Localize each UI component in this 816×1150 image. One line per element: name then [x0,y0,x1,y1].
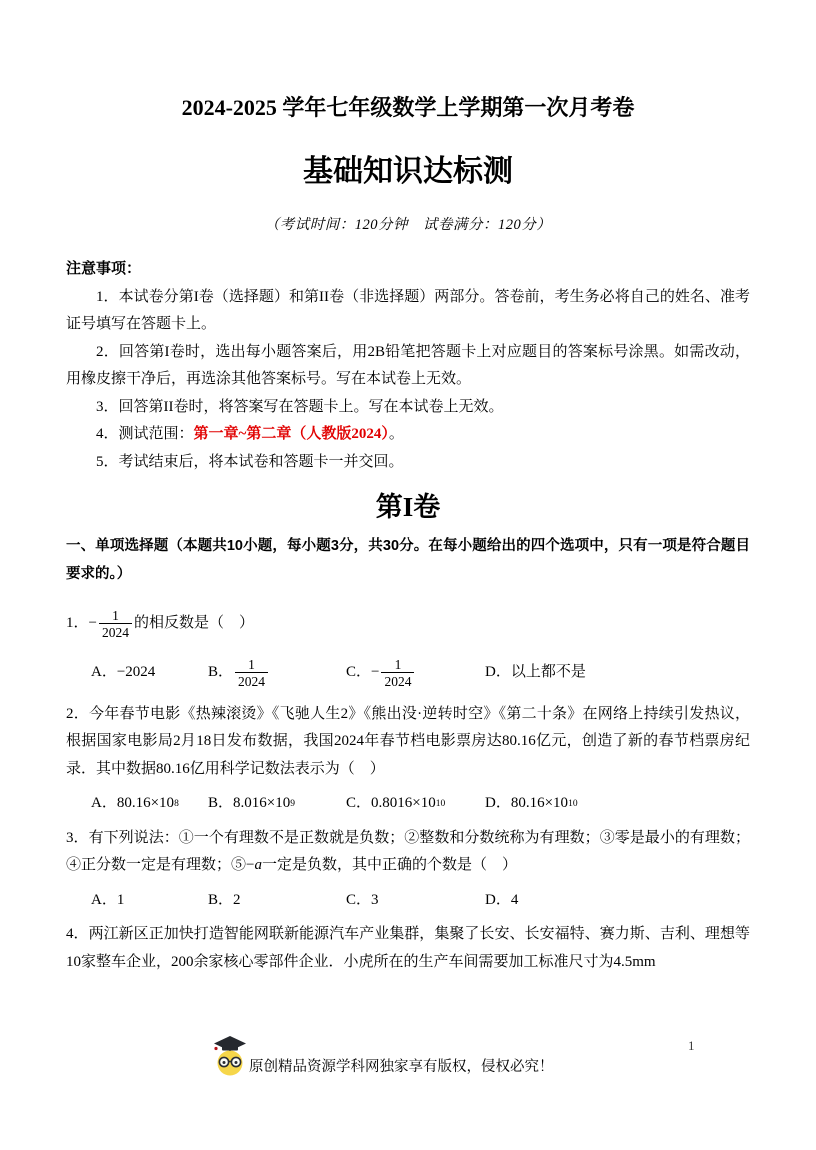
question-1-fraction [99,608,132,640]
exam-subtitle: 基础知识达标测 [303,155,513,188]
option-c-minus-sign: − [371,663,380,680]
option-c-fraction [381,657,414,689]
question-3-text-2: 一定是负数，其中正确的个数是（ ） [261,857,517,873]
fraction-numerator: 1 [112,607,119,623]
fraction-numerator: 1 [248,656,255,672]
fraction-denominator: 2024 [235,672,268,689]
exam-info: （考试时间：120分钟 试卷满分：120分） [264,217,552,233]
volume-1-title: 第I卷 [375,492,441,522]
question-1-option-d [485,659,586,687]
question-3-option-d [485,887,518,915]
exam-paper-page [0,94,816,976]
question-3-option-b [208,887,346,915]
page-number: 1 [688,1038,695,1053]
fraction-denominator: 2024 [99,623,132,640]
question-1-option-b [208,657,346,689]
question-1-stem [66,603,750,645]
question-2-option-b: B． 8.016×10 9 [208,790,346,818]
option-value: 4 [510,891,519,908]
option-label: C． [346,891,372,908]
question-1-options [66,652,750,694]
question-1-option-a [91,659,208,687]
option-value: 1 [116,891,125,908]
question-3-options [66,887,750,915]
notice-item-4 [66,421,750,449]
question-4-stem: 4．两江新区正加快打造智能网联新能源汽车产业集群，集聚了长安、长安福特、赛力斯、吉利、理想等10家整车企业，200余家核心零部件企业．小虎所在的生产车间需要加工标准尺寸为4.5mm [66,926,750,970]
question-2-options [66,790,750,818]
question-3-stem [66,825,750,880]
xkw-scholar-logo-icon [213,1035,247,1083]
question-3-variable: a [254,857,262,873]
question-2-option-d: D． 80.16×10 10 [485,790,578,818]
option-value: 80.16×10 [116,795,175,811]
option-label: D． [485,663,511,680]
question-3-option-c [346,887,485,915]
notice-item-5: 5．考试结束后，将本试卷和答题卡一并交回。 [96,453,404,470]
question-2-option-a: A． 80.16×10 8 [91,790,208,818]
notice-item-4-test-range: 第一章~第二章（人教版2024） [193,426,389,442]
question-3-option-a [91,887,208,915]
option-value: 80.16×10 [510,795,569,811]
option-value: 0.8016×10 [371,795,436,811]
option-value: 8.016×10 [233,795,291,811]
notice-item-3: 3．回答第II卷时，将答案写在答题卡上。写在本试卷上无效。 [96,398,504,415]
fraction-denominator: 2024 [381,672,414,689]
option-label: A． [91,663,117,680]
question-3-text-1: 3．有下列说法：①一个有理数不是正数就是负数；②整数和分数统称为有理数；③零是最小的有理数；④正分数一定是有理数；⑤− [66,829,750,873]
option-label: B． [208,891,234,908]
option-value: 3 [371,891,379,908]
option-label: D． [485,891,511,908]
question-2-option-c: C． 0.8016×10 10 [346,790,485,818]
option-label: D． [485,795,511,811]
option-label: C． [346,795,372,811]
copyright-text: 原创精品资源学科网独家享有版权，侵权必究！ [249,1059,554,1075]
option-value: −2024 [116,663,156,680]
notice-item-2: 2．回答第I卷时，选出每小题答案后，用2B铅笔把答题卡上对应题目的答案标号涂黑。如需改动，用橡皮擦干净后，再选涂其他答案标号。写在本试卷上无效。 [66,343,750,387]
question-2-stem: 2．今年春节电影《热辣滚烫》《飞驰人生2》《熊出没·逆转时空》《第二十条》在网络上持续引发热议，根据国家电影局2月18日发布数据，我国2024年春节档电影票房达80.16亿元，创造了新的春节档票房纪录．其中数据80.16亿用科学记数法表示为（ ） [66,705,750,777]
option-value: 以上都不是 [510,663,586,680]
option-value: 2 [233,891,241,908]
question-1-minus-sign: − [88,614,97,631]
option-b-fraction [235,657,268,689]
fraction-numerator: 1 [394,656,402,672]
option-label: B． [208,663,234,680]
option-label: A． [91,795,117,811]
notice-item-4-suffix: 。 [388,426,404,442]
question-1-option-c [346,657,485,689]
notice-item-1: 1．本试卷分第I卷（选择题）和第II卷（非选择题）两部分。答卷前，考生务必将自己的姓名、准考证号填写在答题卡上。 [66,288,750,332]
section-1-heading: 一、单项选择题（本题共10小题，每小题3分，共30分。在每小题给出的四个选项中，只有一项是符合题目要求的。） [66,538,750,582]
option-label: C． [346,663,372,680]
question-1-number: 1． [66,614,89,631]
notice-heading: 注意事项： [66,261,142,277]
option-label: B． [208,795,234,811]
footer-copyright [213,1035,554,1083]
question-1-stem-text: 的相反数是（ ） [133,614,254,631]
notice-item-4-prefix: 4．测试范围： [96,426,194,442]
option-label: A． [91,891,117,908]
page-title: 2024-2025 学年七年级数学上学期第一次月考卷 [181,95,635,120]
